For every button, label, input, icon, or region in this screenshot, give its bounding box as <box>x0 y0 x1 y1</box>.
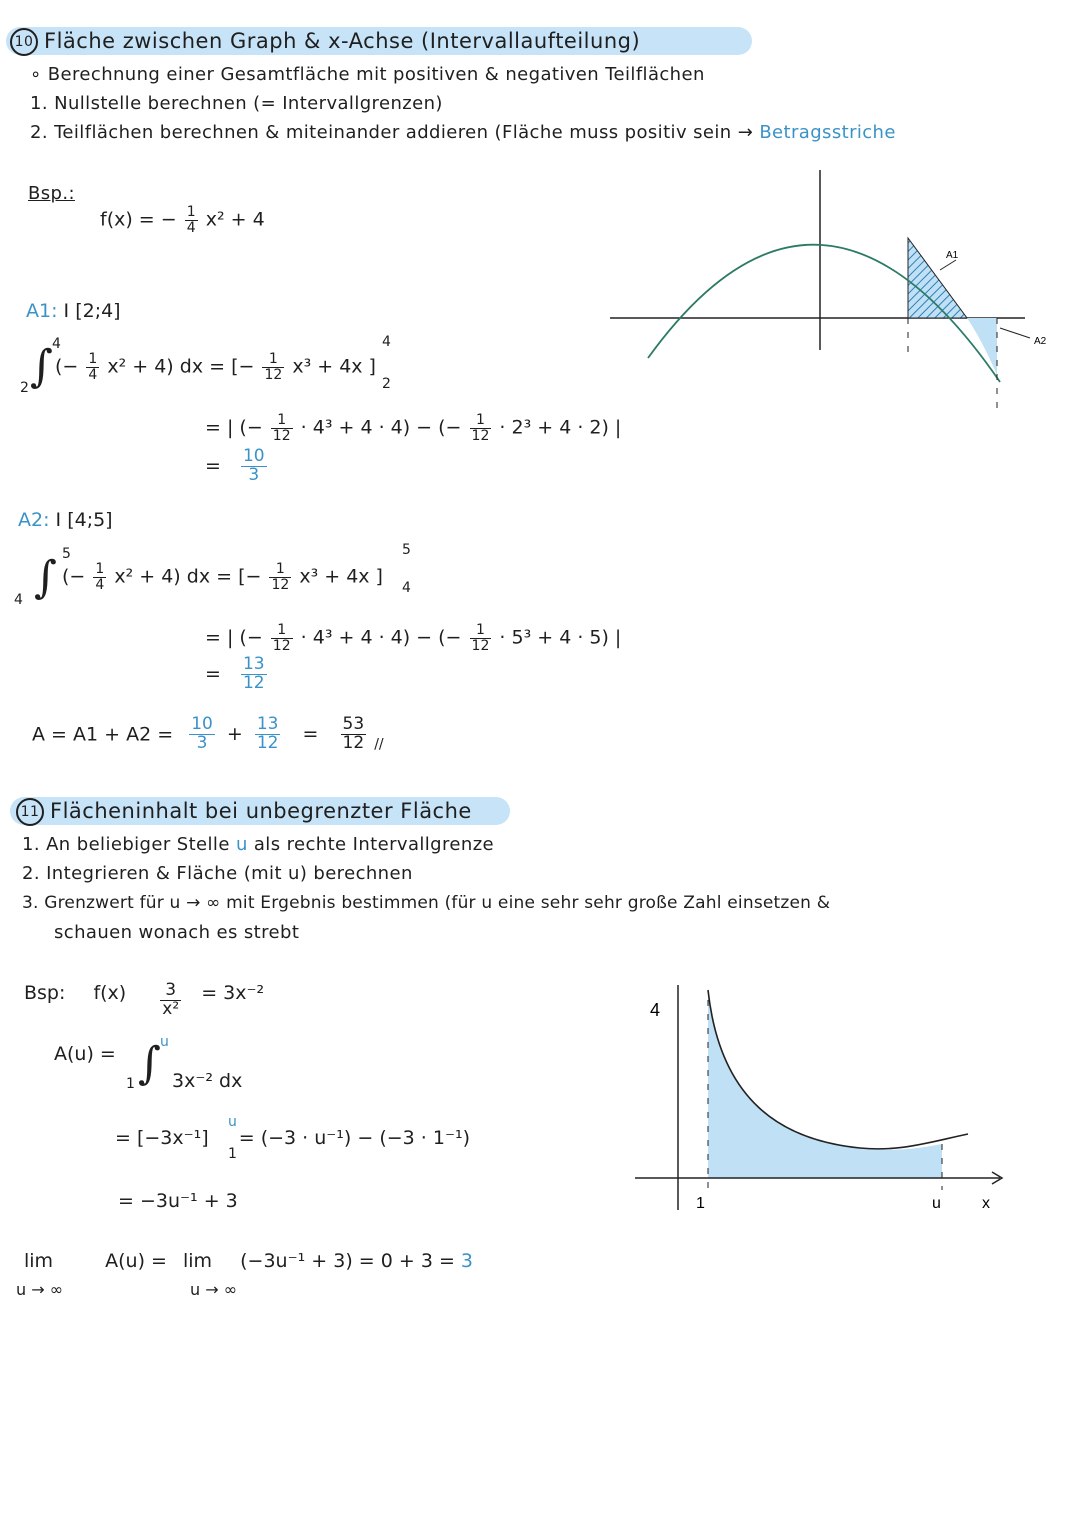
a1-anti-lower: 2 <box>382 376 391 392</box>
frac <box>271 623 293 653</box>
a1-res-frac <box>241 448 267 485</box>
s10-step2-text: 2. Teilflächen berechnen & miteinander addieren (Fläche muss positiv sein → <box>30 122 754 143</box>
frac-num: 3 <box>160 982 181 1001</box>
s10-f-frac <box>185 205 198 235</box>
section-10-title <box>10 28 640 56</box>
eq: = <box>302 723 319 746</box>
a1-label-text: A1: <box>26 300 58 322</box>
lim-res: 3 <box>460 1250 474 1272</box>
section-11-title <box>16 798 472 826</box>
frac-den: 12 <box>242 672 265 693</box>
graph-x-label: x <box>982 1195 990 1212</box>
a1-l2a: = | (− <box>205 416 263 439</box>
a2-rest: x² + 4) dx = [− <box>114 565 262 588</box>
section-11-number: 11 <box>16 798 44 826</box>
frac-den: 12 <box>471 637 490 654</box>
a2-label-text: A2: <box>18 509 50 531</box>
a1-line2 <box>205 413 621 443</box>
s11-step1 <box>22 834 494 855</box>
au-upper: u <box>160 1034 169 1050</box>
a2-pointer <box>1000 328 1030 338</box>
a2-l2c: · 5³ + 4 · 5) | <box>499 626 622 649</box>
a2-line2 <box>205 623 621 653</box>
frac-num: 1 <box>271 413 293 429</box>
a1-pointer <box>940 260 956 270</box>
s11-step1-b: als rechte Intervallgrenze <box>253 834 495 855</box>
frac-num: 1 <box>95 561 105 577</box>
a1-label <box>26 300 121 322</box>
sum-label: A = A1 + A2 = <box>32 723 174 746</box>
frac-den: x² <box>162 998 180 1019</box>
s10-bullet <box>30 64 705 85</box>
au-line3: = −3u⁻¹ + 3 <box>118 1190 238 1212</box>
au-line2-b: = (−3 · u⁻¹) − (−3 · 1⁻¹) <box>238 1127 471 1149</box>
a2-anti-lower: 4 <box>402 580 411 596</box>
a1-result <box>205 448 269 485</box>
a1-anti: x³ + 4x ] <box>292 355 376 378</box>
frac <box>189 716 215 753</box>
a1-interval: I [2;4] <box>63 300 121 322</box>
a2-interval: I [4;5] <box>55 509 113 531</box>
frac-num: 1 <box>186 204 196 220</box>
frac-den: 12 <box>256 732 279 753</box>
frac-num: 1 <box>262 352 284 368</box>
lim-mid: A(u) = <box>105 1250 167 1272</box>
integral-sign-icon: ∫ <box>34 552 57 603</box>
au-lower: 1 <box>126 1076 135 1092</box>
a2-l2a: = | (− <box>205 626 263 649</box>
s10-step2-blue: Betragsstriche <box>759 122 896 143</box>
a2-open: (− <box>62 565 86 588</box>
eq: = <box>205 454 221 477</box>
frac-num: 53 <box>342 714 365 734</box>
section-10-title-text: Fläche zwischen Graph & x-Achse (Intervallaufteilung) <box>44 29 641 53</box>
a2-result <box>205 656 269 693</box>
graph-x1-label: 1 <box>696 1195 705 1212</box>
s10-step2 <box>30 122 896 143</box>
frac-num: 13 <box>256 714 279 734</box>
graph-a2-label: A2 <box>1034 336 1047 347</box>
s11-step1-u: u <box>235 834 248 855</box>
lim-1: lim <box>24 1250 54 1272</box>
s11-step3: 3. Grenzwert für u → ∞ mit Ergebnis bestimmen (für u eine sehr sehr große Zahl einsetzen & <box>22 893 831 913</box>
s11-bsp: Bsp: <box>24 982 66 1004</box>
frac <box>271 413 293 443</box>
s10-bsp: Bsp.: <box>28 183 75 204</box>
integral-sign-icon: ∫ <box>30 341 53 392</box>
au-integral: 3x⁻² dx <box>172 1070 243 1092</box>
sum-line <box>32 716 384 753</box>
plus: + <box>226 723 243 746</box>
lim-sub-1: u → ∞ <box>16 1280 64 1299</box>
frac-num: 13 <box>242 654 265 674</box>
frac <box>255 716 281 753</box>
bullet-icon: ∘ <box>30 64 48 85</box>
graph-u-label: u <box>932 1195 941 1212</box>
frac-num: 10 <box>242 446 265 466</box>
graph-y-label: 4 <box>650 1000 661 1020</box>
frac-den: 12 <box>264 366 283 383</box>
a2-anti-upper: 5 <box>402 542 411 558</box>
frac-den: 12 <box>342 732 365 753</box>
s10-function <box>100 205 265 235</box>
a2-l2b: · 4³ + 4 · 4) − (− <box>300 626 462 649</box>
integral-sign-icon: ∫ <box>138 1038 161 1089</box>
a1-anti-upper: 4 <box>382 334 391 350</box>
a1-lower: 2 <box>20 380 29 396</box>
a2-integral <box>62 562 383 592</box>
hyperbola-graph <box>630 980 1030 1220</box>
a1-upper: 4 <box>52 336 61 352</box>
a1-l2b: · 4³ + 4 · 4) − (− <box>300 416 462 439</box>
frac-num: 1 <box>271 623 293 639</box>
frac-num: 10 <box>191 714 213 734</box>
frac <box>269 562 291 592</box>
sum-mark: // <box>374 736 384 753</box>
a1-frac-12 <box>262 352 284 382</box>
frac-den: 12 <box>271 576 290 593</box>
frac-den: 3 <box>196 732 208 753</box>
au-line2-a: = [−3x⁻¹] <box>115 1127 209 1149</box>
au-label: A(u) = <box>54 1043 116 1065</box>
frac <box>470 413 492 443</box>
s11-f-label: f(x) <box>93 982 127 1004</box>
frac-den: 12 <box>272 427 291 444</box>
s10-bullet-text: Berechnung einer Gesamtfläche mit positiven & negativen Teilflächen <box>47 64 705 85</box>
unbounded-area <box>708 990 942 1178</box>
s10-f-rest: x² + 4 <box>205 208 265 231</box>
frac <box>470 623 492 653</box>
a1-open: (− <box>55 355 79 378</box>
section-10-number: 10 <box>10 28 38 56</box>
frac-den: 4 <box>95 576 105 593</box>
lim-rest: (−3u⁻¹ + 3) = 0 + 3 = <box>240 1250 455 1272</box>
frac <box>93 562 106 592</box>
a2-label <box>18 509 113 531</box>
frac-num: 1 <box>269 562 291 578</box>
frac-den: 12 <box>272 637 291 654</box>
frac-num: 1 <box>88 351 98 367</box>
au-l2-upper: u <box>228 1114 237 1130</box>
a1-l2c: · 2³ + 4 · 2) | <box>499 416 622 439</box>
a1-rest: x² + 4) dx = [− <box>107 355 255 378</box>
frac-num: 1 <box>470 623 492 639</box>
frac-den: 4 <box>88 366 98 383</box>
a1-frac <box>86 352 99 382</box>
a1-integral <box>55 352 376 382</box>
lim-line <box>24 1250 473 1272</box>
a2-anti: x³ + 4x ] <box>299 565 383 588</box>
s10-f-label: f(x) = − <box>100 208 177 231</box>
a2-lower: 4 <box>14 592 23 608</box>
frac-den: 12 <box>471 427 490 444</box>
au-line2 <box>115 1127 470 1149</box>
s11-step1-a: 1. An beliebiger Stelle <box>22 834 230 855</box>
s11-function <box>24 982 264 1019</box>
frac-den: 4 <box>186 219 196 236</box>
frac-den: 3 <box>248 464 260 485</box>
a2-upper: 5 <box>62 546 71 562</box>
s11-f-frac <box>160 982 181 1019</box>
section-11-title-text: Flächeninhalt bei unbegrenzter Fläche <box>50 799 472 823</box>
s11-step3-cont: schauen wonach es strebt <box>54 922 300 943</box>
lim-2: lim <box>183 1250 213 1272</box>
frac-num: 1 <box>470 413 492 429</box>
lim-sub-2: u → ∞ <box>190 1280 238 1299</box>
graph-a1-label: A1 <box>946 250 959 261</box>
s11-step2: 2. Integrieren & Fläche (mit u) berechnen <box>22 863 413 884</box>
eq: = <box>205 662 221 685</box>
a2-res-frac <box>241 656 267 693</box>
a2-area <box>967 318 997 375</box>
au-l2-lower: 1 <box>228 1146 237 1162</box>
parabola-graph <box>600 160 1070 420</box>
s11-f-rest: = 3x⁻² <box>201 982 265 1004</box>
s10-step1: 1. Nullstelle berechnen (= Intervallgrenzen) <box>30 93 443 114</box>
sum-res-frac <box>341 716 367 753</box>
